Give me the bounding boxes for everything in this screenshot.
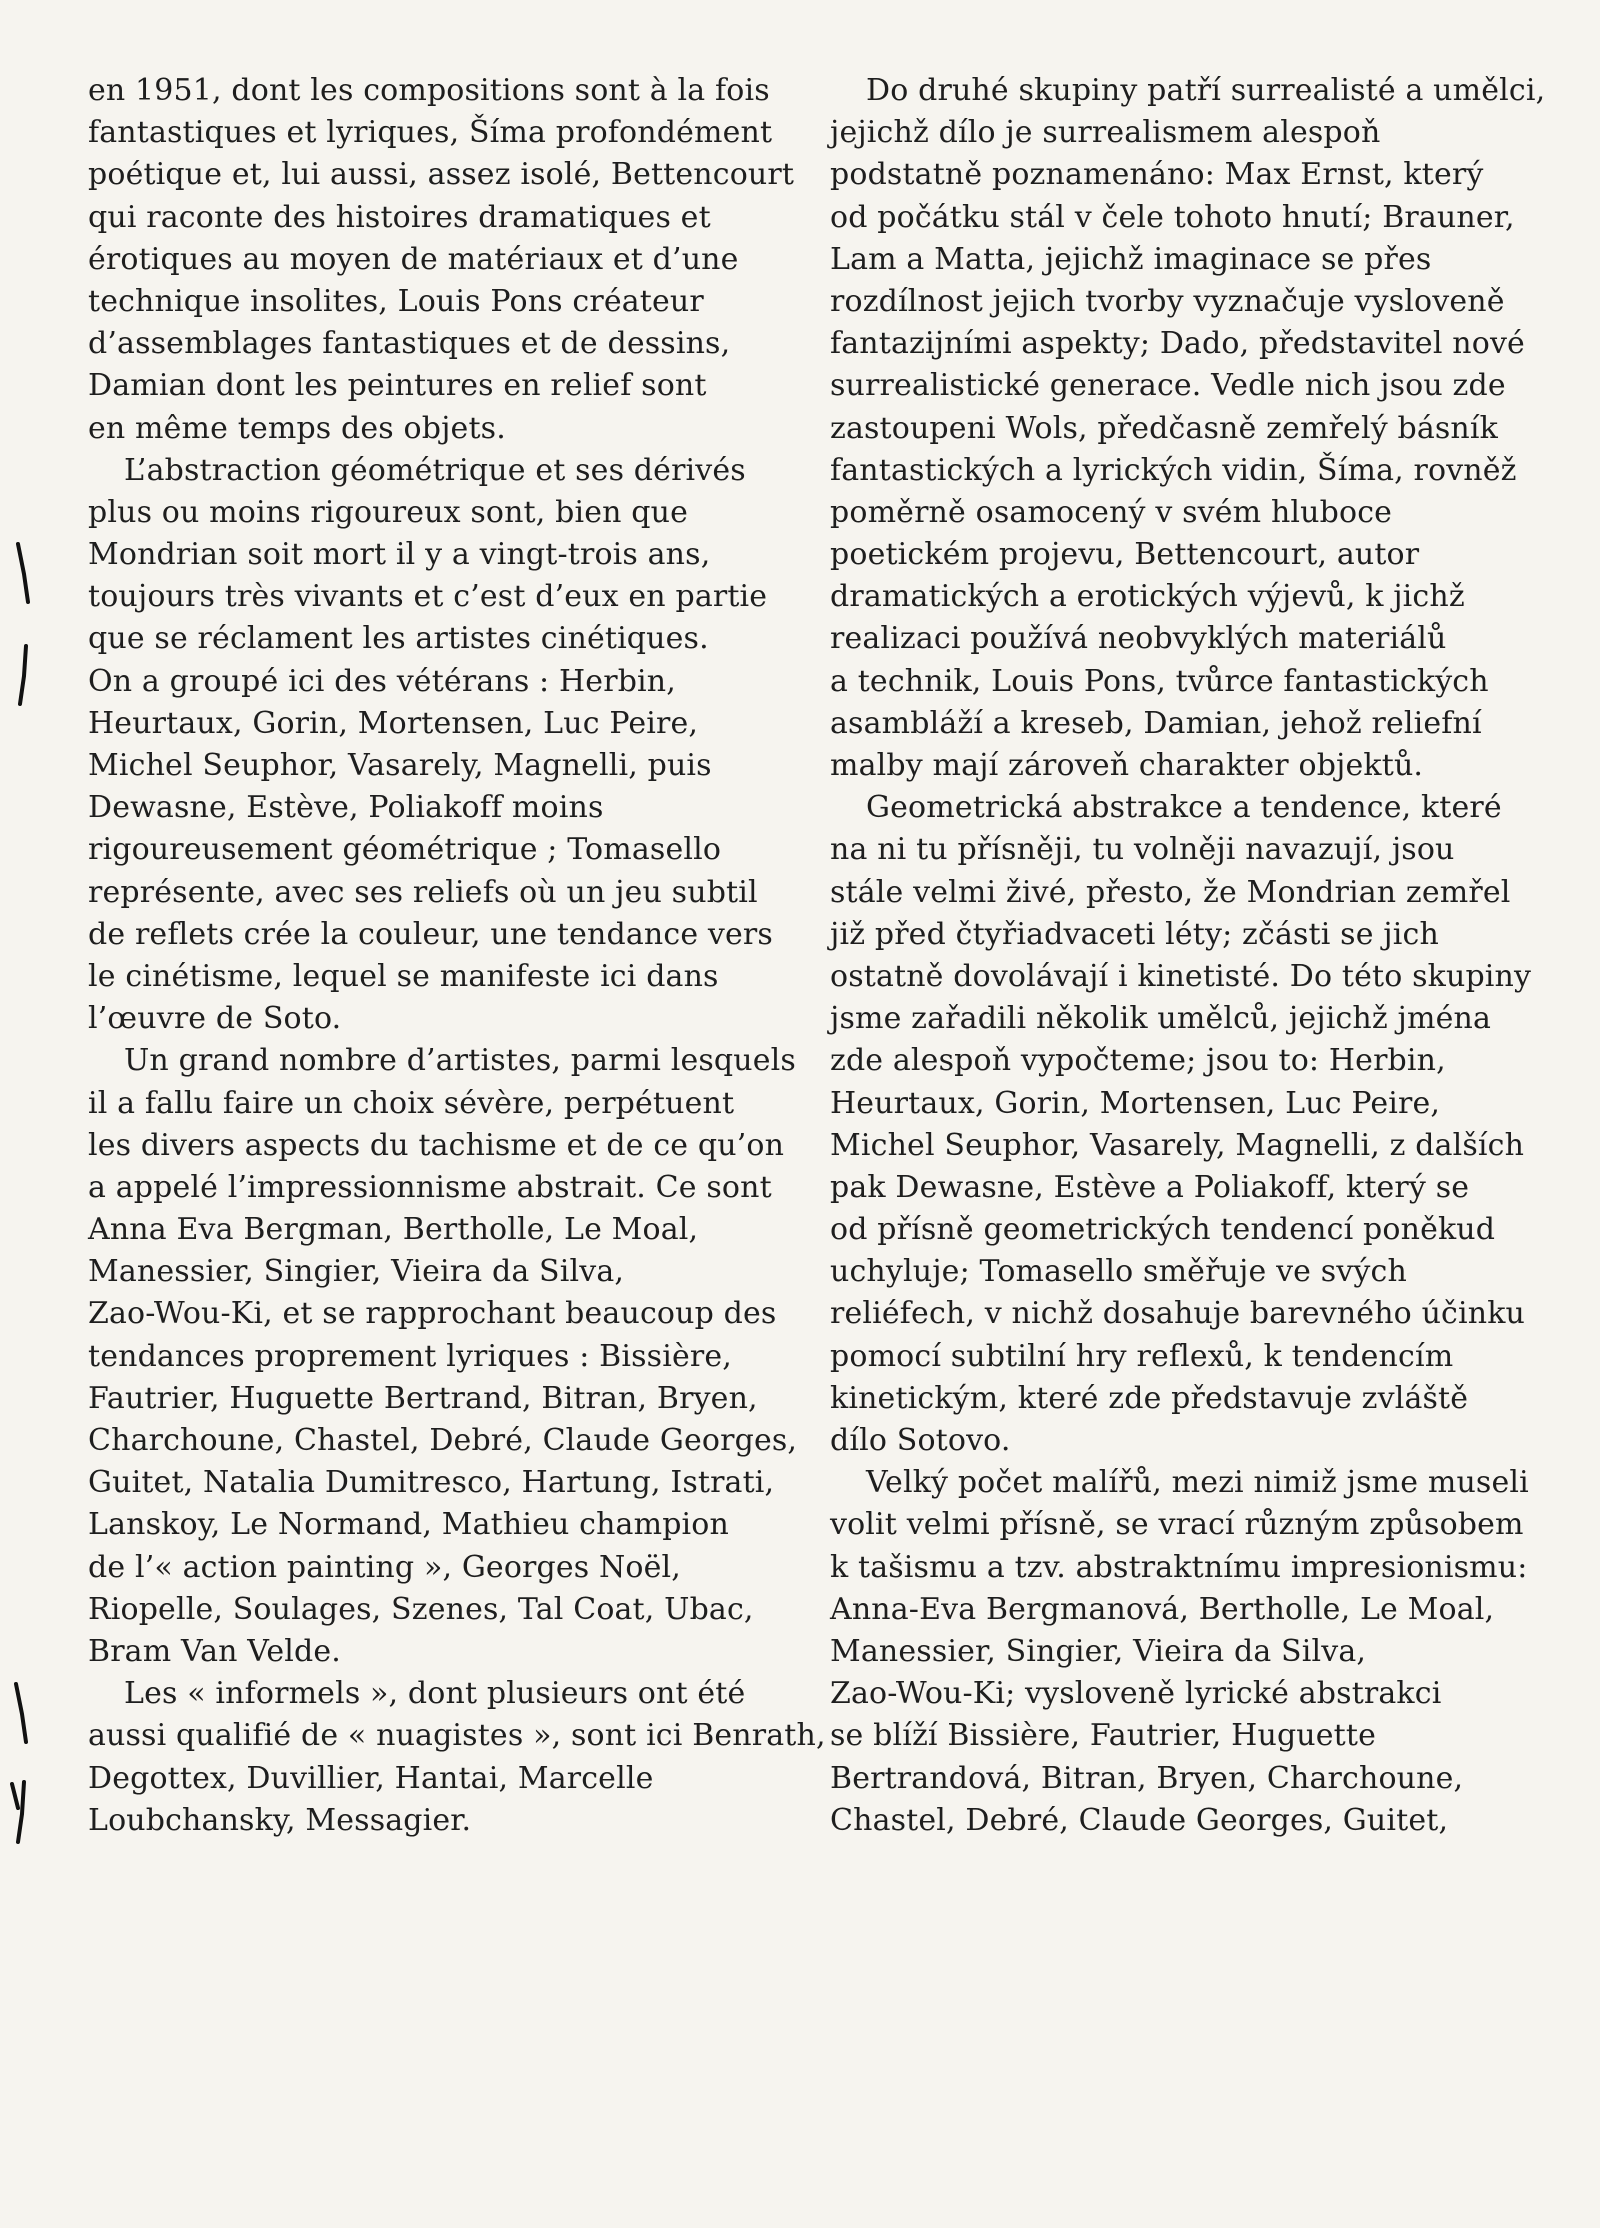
text-line: stále velmi živé, přesto, že Mondrian zemřel bbox=[830, 874, 1511, 910]
text-line: Bertrandová, Bitran, Bryen, Charchoune, bbox=[830, 1760, 1464, 1796]
text-line: le cinétisme, lequel se manifeste ici dans bbox=[88, 958, 719, 994]
text-line: Damian dont les peintures en relief sont bbox=[88, 368, 707, 404]
text-line: pak Dewasne, Estève a Poliakoff, který se bbox=[830, 1169, 1470, 1205]
text-line: Lanskoy, Le Normand, Mathieu champion bbox=[88, 1507, 729, 1543]
text-line: jejichž dílo je surrealismem alespoň bbox=[830, 115, 1381, 151]
text-line: L’abstraction géométrique et ses dérivés bbox=[124, 452, 746, 488]
binding-mark-icon bbox=[12, 640, 32, 710]
text-line: qui raconte des histoires dramatiques et bbox=[88, 199, 711, 235]
text-line: již před čtyřiadvaceti léty; zčásti se jich bbox=[830, 916, 1439, 952]
binding-mark-icon bbox=[10, 1778, 30, 1848]
text-line: fantastických a lyrických vidin, Šíma, rovněž bbox=[830, 452, 1517, 488]
right-column-czech-text bbox=[830, 70, 1546, 1842]
text-line: Degottex, Duvillier, Hantai, Marcelle bbox=[88, 1760, 654, 1796]
text-line: fantazijními aspekty; Dado, představitel nové bbox=[830, 326, 1525, 362]
text-line: technique insolites, Louis Pons créateur bbox=[88, 283, 704, 319]
text-line: pomocí subtilní hry reflexů, k tendencím bbox=[830, 1338, 1454, 1374]
text-line: se blíží Bissière, Fautrier, Huguette bbox=[830, 1718, 1376, 1754]
text-line: Les « informels », dont plusieurs ont été bbox=[124, 1676, 746, 1712]
left-column-french-text bbox=[88, 70, 826, 1842]
text-line: Michel Seuphor, Vasarely, Magnelli, puis bbox=[88, 748, 712, 783]
text-line: en 1951, dont les compositions sont à la fois bbox=[88, 73, 770, 108]
text-line: rozdílnost jejich tvorby vyznačuje vysloveně bbox=[830, 283, 1505, 319]
binding-mark-icon bbox=[14, 540, 34, 610]
text-line: Guitet, Natalia Dumitresco, Hartung, Istrati, bbox=[88, 1465, 775, 1501]
text-line: tendances proprement lyriques : Bissière, bbox=[88, 1338, 732, 1374]
text-line: Loubchansky, Messagier. bbox=[88, 1802, 472, 1838]
text-line: asambláží a kreseb, Damian, jehož reliefní bbox=[830, 705, 1482, 741]
text-line: a appelé l’impressionnisme abstrait. Ce sont bbox=[88, 1169, 772, 1205]
binding-mark-icon bbox=[12, 1680, 32, 1750]
text-line: Heurtaux, Gorin, Mortensen, Luc Peire, bbox=[88, 705, 699, 741]
text-line: Manessier, Singier, Vieira da Silva, bbox=[88, 1254, 625, 1290]
text-line: od přísně geometrických tendencí poněkud bbox=[830, 1212, 1496, 1248]
text-line: Manessier, Singier, Vieira da Silva, bbox=[830, 1633, 1367, 1669]
text-line: fantastiques et lyriques, Šíma profondément bbox=[88, 115, 773, 151]
text-line: On a groupé ici des vétérans : Herbin, bbox=[88, 663, 676, 699]
text-line: érotiques au moyen de matériaux et d’une bbox=[88, 241, 739, 277]
text-line: toujours très vivants et c’est d’eux en partie bbox=[88, 579, 768, 615]
text-line: jsme zařadili několik umělců, jejichž jména bbox=[830, 1001, 1491, 1037]
text-line: k tašismu a tzv. abstraktnímu impresionismu: bbox=[830, 1549, 1528, 1585]
text-line: Chastel, Debré, Claude Georges, Guitet, bbox=[830, 1802, 1449, 1838]
text-line: Lam a Matta, jejichž imaginace se přes bbox=[830, 241, 1432, 277]
text-line: poétique et, lui aussi, assez isolé, Bettencourt bbox=[88, 157, 795, 193]
text-line: dílo Sotovo. bbox=[830, 1423, 1011, 1458]
text-line: Mondrian soit mort il y a vingt-trois ans, bbox=[88, 537, 711, 573]
text-line: Velký počet malířů, mezi nimiž jsme museli bbox=[866, 1465, 1529, 1501]
text-line: Charchoune, Chastel, Debré, Claude Georges, bbox=[88, 1423, 798, 1458]
text-line: volit velmi přísně, se vrací různým způsobem bbox=[830, 1507, 1524, 1543]
text-line: rigoureusement géométrique ; Tomasello bbox=[88, 832, 722, 868]
text-line: zde alespoň vypočteme; jsou to: Herbin, bbox=[830, 1043, 1446, 1079]
text-line: il a fallu faire un choix sévère, perpétuent bbox=[88, 1085, 735, 1121]
text-line: podstatně poznamenáno: Max Ernst, který bbox=[830, 157, 1484, 193]
text-line: Dewasne, Estève, Poliakoff moins bbox=[88, 790, 604, 826]
text-line: Michel Seuphor, Vasarely, Magnelli, z dalších bbox=[830, 1127, 1525, 1163]
text-line: les divers aspects du tachisme et de ce qu’on bbox=[88, 1127, 785, 1163]
text-line: Fautrier, Huguette Bertrand, Bitran, Bryen, bbox=[88, 1380, 758, 1416]
text-line: dramatických a erotických výjevů, k jichž bbox=[830, 579, 1465, 615]
text-line: Riopelle, Soulages, Szenes, Tal Coat, Ubac, bbox=[88, 1591, 754, 1627]
text-line: poetickém projevu, Bettencourt, autor bbox=[830, 537, 1420, 573]
text-line: d’assemblages fantastiques et de dessins, bbox=[88, 326, 731, 362]
text-line: que se réclament les artistes cinétiques. bbox=[88, 621, 709, 657]
text-line: plus ou moins rigoureux sont, bien que bbox=[88, 494, 689, 530]
text-line: l’œuvre de Soto. bbox=[88, 1001, 342, 1037]
text-line: poměrně osamocený v svém hluboce bbox=[830, 494, 1393, 530]
text-line: Bram Van Velde. bbox=[88, 1633, 341, 1669]
text-line: Un grand nombre d’artistes, parmi lesquels bbox=[124, 1043, 796, 1079]
text-line: Zao-Wou-Ki; vysloveně lyrické abstrakci bbox=[830, 1676, 1442, 1712]
text-line: od počátku stál v čele tohoto hnutí; Brauner, bbox=[830, 199, 1515, 235]
text-line: zastoupeni Wols, předčasně zemřelý básník bbox=[830, 410, 1498, 446]
text-line: Heurtaux, Gorin, Mortensen, Luc Peire, bbox=[830, 1085, 1441, 1121]
text-line: de reflets crée la couleur, une tendance vers bbox=[88, 916, 773, 952]
text-line: kinetickým, které zde představuje zvláště bbox=[830, 1380, 1469, 1416]
text-line: Geometrická abstrakce a tendence, které bbox=[866, 790, 1502, 826]
text-line: aussi qualifié de « nuagistes », sont ici Benrath, bbox=[88, 1718, 826, 1754]
text-line: en même temps des objets. bbox=[88, 410, 506, 446]
text-line: na ni tu přísněji, tu volněji navazují, jsou bbox=[830, 832, 1455, 868]
text-line: uchyluje; Tomasello směřuje ve svých bbox=[830, 1254, 1407, 1290]
text-line: realizaci používá neobvyklých materiálů bbox=[830, 621, 1447, 657]
text-line: Zao-Wou-Ki, et se rapprochant beaucoup des bbox=[88, 1296, 777, 1332]
text-line: surrealistické generace. Vedle nich jsou zde bbox=[830, 368, 1506, 404]
text-line: Anna-Eva Bergmanová, Bertholle, Le Moal, bbox=[830, 1591, 1495, 1627]
text-line: Do druhé skupiny patří surrealisté a umělci, bbox=[866, 73, 1546, 108]
text-line: Anna Eva Bergman, Bertholle, Le Moal, bbox=[88, 1212, 699, 1248]
text-line: ostatně dovolávají i kinetisté. Do této skupiny bbox=[830, 958, 1532, 994]
text-line: de l’« action painting », Georges Noël, bbox=[88, 1549, 681, 1585]
text-line: représente, avec ses reliefs où un jeu subtil bbox=[88, 874, 758, 910]
text-line: a technik, Louis Pons, tvůrce fantastických bbox=[830, 663, 1489, 699]
text-line: reliéfech, v nichž dosahuje barevného účinku bbox=[830, 1296, 1526, 1332]
text-line: malby mají zároveň charakter objektů. bbox=[830, 748, 1424, 783]
